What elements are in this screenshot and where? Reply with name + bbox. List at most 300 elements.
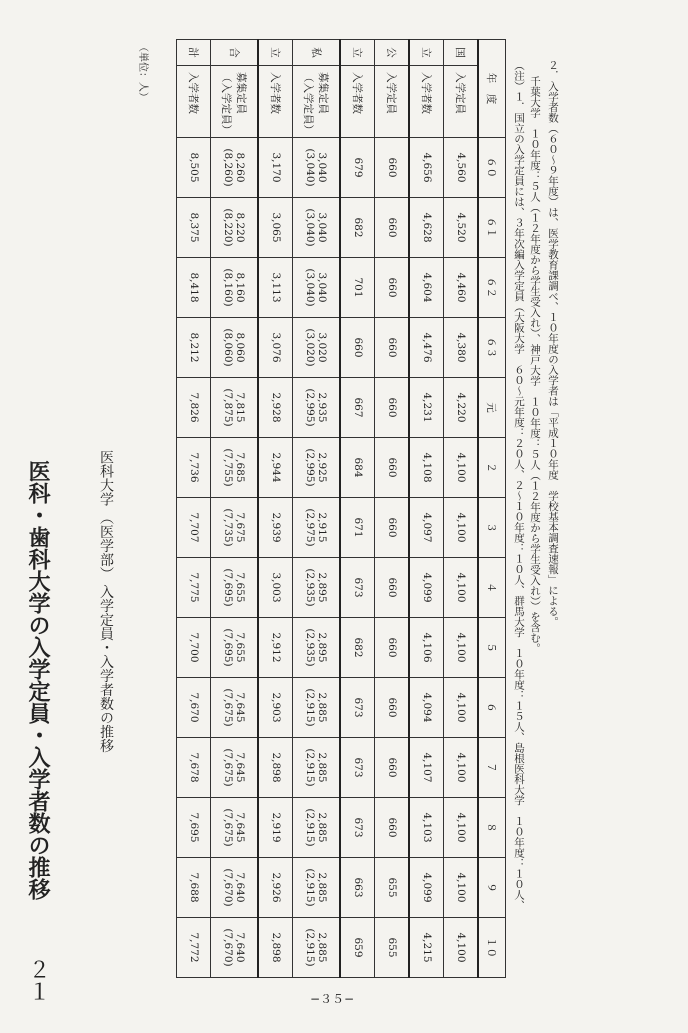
year-cell: ６３ — [478, 318, 506, 378]
value-main: 682 — [351, 637, 364, 658]
value-sub: (7,675) — [222, 808, 235, 847]
value-cell — [177, 618, 211, 678]
value-cell — [444, 858, 478, 918]
value-cell — [375, 378, 409, 438]
category-cell: 合 — [211, 40, 258, 66]
unit-label: （単位：人） — [137, 42, 148, 102]
year-cell: ６１ — [478, 198, 506, 258]
value-cell — [293, 378, 340, 438]
year-header: 年 度 — [478, 40, 506, 138]
value-main: 2,925 — [316, 452, 329, 483]
value-main: 4,100 — [454, 752, 467, 783]
value-cell — [293, 738, 340, 798]
value-main: 3,040 — [316, 152, 329, 183]
value-main: 655 — [385, 937, 398, 958]
value-main: 8,220 — [234, 212, 247, 243]
value-cell — [211, 198, 258, 258]
value-cell — [375, 798, 409, 858]
value-main: 4,100 — [454, 512, 467, 543]
value-cell — [293, 678, 340, 738]
value-main: 4,380 — [454, 332, 467, 363]
category-cell: 立 — [258, 40, 292, 66]
value-cell — [177, 738, 211, 798]
value-cell — [409, 738, 443, 798]
value-cell — [211, 618, 258, 678]
value-main: 4,520 — [454, 212, 467, 243]
value-sub: (7,670) — [222, 868, 235, 907]
value-main: 8,260 — [234, 152, 247, 183]
value-cell — [409, 918, 443, 978]
value-main: 660 — [385, 157, 398, 178]
table-row — [211, 40, 258, 978]
value-cell — [258, 198, 292, 258]
value-cell — [211, 258, 258, 318]
value-main: 8,212 — [187, 332, 200, 363]
value-main: 4,100 — [454, 452, 467, 483]
category-cell: 私 — [293, 40, 340, 66]
value-sub: (7,675) — [222, 688, 235, 727]
row-label-main: 募集定員 — [317, 72, 330, 114]
table-row — [375, 40, 409, 978]
value-cell — [375, 438, 409, 498]
value-main: 7,685 — [234, 452, 247, 483]
value-main: 7,645 — [234, 692, 247, 723]
value-main: 3,113 — [269, 272, 282, 303]
value-main: 2,898 — [269, 932, 282, 963]
value-main: 7,826 — [187, 392, 200, 423]
value-main: 701 — [351, 277, 364, 298]
value-cell — [211, 678, 258, 738]
value-cell — [258, 438, 292, 498]
value-cell — [293, 918, 340, 978]
value-main: 660 — [385, 397, 398, 418]
value-cell — [340, 138, 374, 198]
value-main: 679 — [351, 157, 364, 178]
value-main: 7,675 — [234, 512, 247, 543]
value-main: 4,560 — [454, 152, 467, 183]
value-cell — [444, 378, 478, 438]
value-cell — [211, 558, 258, 618]
year-cell: ８ — [478, 798, 506, 858]
value-main: 2,912 — [269, 632, 282, 663]
row-label — [211, 66, 258, 138]
row-label-main: 入学定員 — [385, 72, 398, 114]
value-main: 2,928 — [269, 392, 282, 423]
page-title: 医科・歯科大学の入学定員・入学者数の推移 — [25, 460, 50, 900]
value-main: 7,645 — [234, 752, 247, 783]
value-main: 7,815 — [234, 392, 247, 423]
value-main: 660 — [385, 457, 398, 478]
value-cell — [258, 558, 292, 618]
value-main: 4,100 — [454, 872, 467, 903]
value-main: 7,645 — [234, 812, 247, 843]
value-cell — [375, 318, 409, 378]
value-cell — [293, 138, 340, 198]
value-cell — [211, 798, 258, 858]
table-row — [177, 40, 211, 978]
value-cell — [444, 318, 478, 378]
value-main: 7,655 — [234, 572, 247, 603]
value-cell — [177, 498, 211, 558]
value-sub: (2,935) — [304, 628, 317, 667]
value-main: 660 — [385, 277, 398, 298]
value-cell — [409, 558, 443, 618]
value-cell — [211, 438, 258, 498]
value-main: 2,885 — [316, 872, 329, 903]
value-cell — [258, 738, 292, 798]
row-label-main: 入学者数 — [351, 72, 364, 114]
value-cell — [340, 918, 374, 978]
value-main: 660 — [385, 817, 398, 838]
value-cell — [258, 138, 292, 198]
value-cell — [258, 378, 292, 438]
row-label-sub: （入学定員） — [220, 72, 233, 135]
value-cell — [375, 558, 409, 618]
value-cell — [211, 378, 258, 438]
value-cell — [258, 258, 292, 318]
row-label — [444, 66, 478, 138]
value-main: 2,944 — [269, 452, 282, 483]
year-cell: ９ — [478, 858, 506, 918]
value-cell — [340, 438, 374, 498]
year-cell: ５ — [478, 618, 506, 678]
row-label — [375, 66, 409, 138]
value-main: 4,099 — [420, 572, 433, 603]
value-cell — [375, 738, 409, 798]
value-main: 7,670 — [187, 692, 200, 723]
value-cell — [409, 318, 443, 378]
value-main: 4,107 — [420, 752, 433, 783]
value-sub: (7,875) — [222, 388, 235, 427]
value-cell — [177, 858, 211, 918]
value-cell — [177, 258, 211, 318]
value-cell — [409, 138, 443, 198]
value-sub: (8,260) — [222, 148, 235, 187]
table-row — [258, 40, 292, 978]
section-number: ２１ — [25, 958, 50, 1002]
value-cell — [340, 258, 374, 318]
value-cell — [340, 498, 374, 558]
value-cell — [177, 918, 211, 978]
value-sub: (7,675) — [222, 748, 235, 787]
value-main: 4,100 — [454, 632, 467, 663]
year-cell: ３ — [478, 498, 506, 558]
category-cell: 立 — [340, 40, 374, 66]
value-main: 8,060 — [234, 332, 247, 363]
value-cell — [444, 678, 478, 738]
value-sub: (3,040) — [304, 148, 317, 187]
note-1b: 千葉大学 １０年度：５人（１２年度から学生受入れ）、神戸大学 １０年度：５人（１２年度から学生受入れ））を含む。 — [529, 76, 541, 654]
value-main: 4,220 — [454, 392, 467, 423]
value-sub: (2,915) — [304, 928, 317, 967]
value-cell — [293, 438, 340, 498]
value-main: 4,460 — [454, 272, 467, 303]
value-main: 663 — [351, 877, 364, 898]
value-cell — [444, 138, 478, 198]
row-label-main: 募集定員 — [235, 72, 248, 114]
value-cell — [444, 738, 478, 798]
value-main: 4,108 — [420, 452, 433, 483]
value-cell — [211, 498, 258, 558]
value-cell — [293, 498, 340, 558]
value-sub: (7,755) — [222, 448, 235, 487]
value-main: 673 — [351, 697, 364, 718]
row-label — [293, 66, 340, 138]
enrollment-table — [176, 39, 506, 978]
category-cell: 計 — [177, 40, 211, 66]
value-sub: (3,040) — [304, 268, 317, 307]
value-cell — [211, 318, 258, 378]
year-cell: ７ — [478, 738, 506, 798]
value-sub: (2,915) — [304, 748, 317, 787]
value-main: 2,885 — [316, 812, 329, 843]
value-main: 2,919 — [269, 812, 282, 843]
row-label — [177, 66, 211, 138]
value-cell — [375, 678, 409, 738]
value-cell — [177, 318, 211, 378]
value-cell — [211, 138, 258, 198]
value-main: 8,505 — [187, 152, 200, 183]
table-subtitle: 医科大学 （医学部） 入学定員・入学者数の推移 — [98, 450, 114, 753]
value-main: 7,640 — [234, 872, 247, 903]
value-cell — [258, 318, 292, 378]
page-number: −３５− — [310, 992, 355, 1006]
value-cell — [293, 858, 340, 918]
value-main: 671 — [351, 517, 364, 538]
value-cell — [177, 798, 211, 858]
value-main: 660 — [385, 577, 398, 598]
value-main: 8,418 — [187, 272, 200, 303]
value-main: 4,100 — [454, 692, 467, 723]
value-cell — [293, 258, 340, 318]
value-main: 7,678 — [187, 752, 200, 783]
value-cell — [409, 198, 443, 258]
value-main: 2,895 — [316, 572, 329, 603]
value-cell — [258, 498, 292, 558]
table-row — [340, 40, 374, 978]
value-main: 2,939 — [269, 512, 282, 543]
value-cell — [444, 558, 478, 618]
value-cell — [340, 378, 374, 438]
value-cell — [444, 258, 478, 318]
year-cell: 元 — [478, 378, 506, 438]
value-main: 4,097 — [420, 512, 433, 543]
value-main: 3,040 — [316, 272, 329, 303]
value-main: 2,885 — [316, 692, 329, 723]
row-label — [340, 66, 374, 138]
value-main: 2,885 — [316, 752, 329, 783]
note-1a: （注）１．国立の入学定員には、３年次編入学定員（大阪大学 ６０〜元年度：２０人、２〜１０年度：１０人、群馬大学 １０年度：１５人、島根医科大学 １０年度：１０人、 — [513, 60, 525, 911]
value-cell — [444, 918, 478, 978]
value-main: 4,628 — [420, 212, 433, 243]
year-cell: ６０ — [478, 138, 506, 198]
table-row — [444, 40, 478, 978]
value-cell — [340, 798, 374, 858]
value-cell — [444, 798, 478, 858]
table-row — [409, 40, 443, 978]
category-cell: 公 — [375, 40, 409, 66]
value-main: 2,935 — [316, 392, 329, 423]
value-cell — [177, 678, 211, 738]
value-main: 2,895 — [316, 632, 329, 663]
row-label — [258, 66, 292, 138]
value-main: 673 — [351, 817, 364, 838]
value-sub: (7,735) — [222, 508, 235, 547]
value-main: 2,885 — [316, 932, 329, 963]
enrollment-table-wrapper — [176, 39, 506, 978]
value-main: 660 — [385, 217, 398, 238]
value-sub: (2,915) — [304, 808, 317, 847]
value-cell — [177, 438, 211, 498]
value-cell — [177, 378, 211, 438]
value-main: 673 — [351, 577, 364, 598]
value-main: 4,604 — [420, 272, 433, 303]
value-main: 684 — [351, 457, 364, 478]
value-cell — [409, 858, 443, 918]
row-label-main: 入学定員 — [454, 72, 467, 114]
value-main: 659 — [351, 937, 364, 958]
value-cell — [444, 618, 478, 678]
value-main: 660 — [385, 697, 398, 718]
value-sub: (2,995) — [304, 388, 317, 427]
value-main: 7,707 — [187, 512, 200, 543]
value-cell — [409, 798, 443, 858]
value-main: 4,215 — [420, 932, 433, 963]
value-main: 7,736 — [187, 452, 200, 483]
value-main: 2,926 — [269, 872, 282, 903]
value-sub: (2,935) — [304, 568, 317, 607]
value-sub: (7,695) — [222, 628, 235, 667]
row-label — [409, 66, 443, 138]
value-main: 2,915 — [316, 512, 329, 543]
value-main: 7,700 — [187, 632, 200, 663]
value-sub: (2,975) — [304, 508, 317, 547]
value-cell — [258, 918, 292, 978]
value-main: 8,160 — [234, 272, 247, 303]
value-cell — [211, 858, 258, 918]
value-cell — [340, 738, 374, 798]
value-cell — [293, 618, 340, 678]
value-cell — [409, 378, 443, 438]
value-main: 3,170 — [269, 152, 282, 183]
value-cell — [409, 438, 443, 498]
value-cell — [409, 498, 443, 558]
value-cell — [177, 198, 211, 258]
value-cell — [340, 858, 374, 918]
value-sub: (8,060) — [222, 328, 235, 367]
value-cell — [293, 558, 340, 618]
value-cell — [375, 858, 409, 918]
value-sub: (7,670) — [222, 928, 235, 967]
value-main: 7,695 — [187, 812, 200, 843]
value-main: 4,100 — [454, 812, 467, 843]
value-cell — [293, 318, 340, 378]
value-cell — [375, 618, 409, 678]
value-main: 4,094 — [420, 692, 433, 723]
value-cell — [375, 498, 409, 558]
value-main: 3,020 — [316, 332, 329, 363]
value-cell — [409, 678, 443, 738]
value-main: 7,688 — [187, 872, 200, 903]
value-cell — [444, 498, 478, 558]
value-main: 3,040 — [316, 212, 329, 243]
value-main: 7,655 — [234, 632, 247, 663]
value-main: 2,903 — [269, 692, 282, 723]
year-cell: ２ — [478, 438, 506, 498]
value-sub: (3,040) — [304, 208, 317, 247]
value-main: 667 — [351, 397, 364, 418]
value-cell — [375, 198, 409, 258]
value-main: 3,076 — [269, 332, 282, 363]
value-cell — [444, 198, 478, 258]
value-main: 4,231 — [420, 392, 433, 423]
value-cell — [340, 618, 374, 678]
value-main: 660 — [385, 757, 398, 778]
value-cell — [375, 918, 409, 978]
value-main: 2,898 — [269, 752, 282, 783]
value-main: 4,103 — [420, 812, 433, 843]
value-sub: (2,995) — [304, 448, 317, 487]
value-cell — [258, 618, 292, 678]
value-main: 7,772 — [187, 932, 200, 963]
table-header-row — [478, 40, 506, 978]
value-sub: (7,695) — [222, 568, 235, 607]
year-cell: ６ — [478, 678, 506, 738]
table-body — [177, 40, 479, 978]
year-cell: ６２ — [478, 258, 506, 318]
value-main: 673 — [351, 757, 364, 778]
note-2: ２．入学者数（６０〜９年度）は、医学教育課調べ、１０年度の入学者は「平成１０年度 学校基本調査速報」による。 — [547, 60, 559, 627]
value-main: 4,476 — [420, 332, 433, 363]
value-cell — [340, 678, 374, 738]
value-main: 4,100 — [454, 932, 467, 963]
value-cell — [293, 798, 340, 858]
row-label-main: 入学者数 — [187, 72, 200, 114]
value-cell — [177, 138, 211, 198]
category-cell: 立 — [409, 40, 443, 66]
value-cell — [340, 558, 374, 618]
value-cell — [375, 258, 409, 318]
value-main: 660 — [385, 637, 398, 658]
value-main: 3,003 — [269, 572, 282, 603]
category-cell: 国 — [444, 40, 478, 66]
value-main: 4,656 — [420, 152, 433, 183]
value-main: 4,106 — [420, 632, 433, 663]
value-main: 7,775 — [187, 572, 200, 603]
value-main: 3,065 — [269, 212, 282, 243]
row-label-main: 入学者数 — [420, 72, 433, 114]
value-cell — [258, 858, 292, 918]
value-sub: (8,160) — [222, 268, 235, 307]
value-cell — [177, 558, 211, 618]
value-cell — [211, 738, 258, 798]
value-main: 660 — [351, 337, 364, 358]
value-main: 660 — [385, 337, 398, 358]
year-cell: １０ — [478, 918, 506, 978]
value-main: 4,099 — [420, 872, 433, 903]
value-main: 8,375 — [187, 212, 200, 243]
value-cell — [409, 618, 443, 678]
value-sub: (2,915) — [304, 868, 317, 907]
value-cell — [258, 678, 292, 738]
row-label-sub: （入学定員） — [302, 72, 315, 135]
value-cell — [444, 438, 478, 498]
value-cell — [258, 798, 292, 858]
value-cell — [340, 318, 374, 378]
value-main: 7,640 — [234, 932, 247, 963]
value-cell — [340, 198, 374, 258]
value-sub: (8,220) — [222, 208, 235, 247]
